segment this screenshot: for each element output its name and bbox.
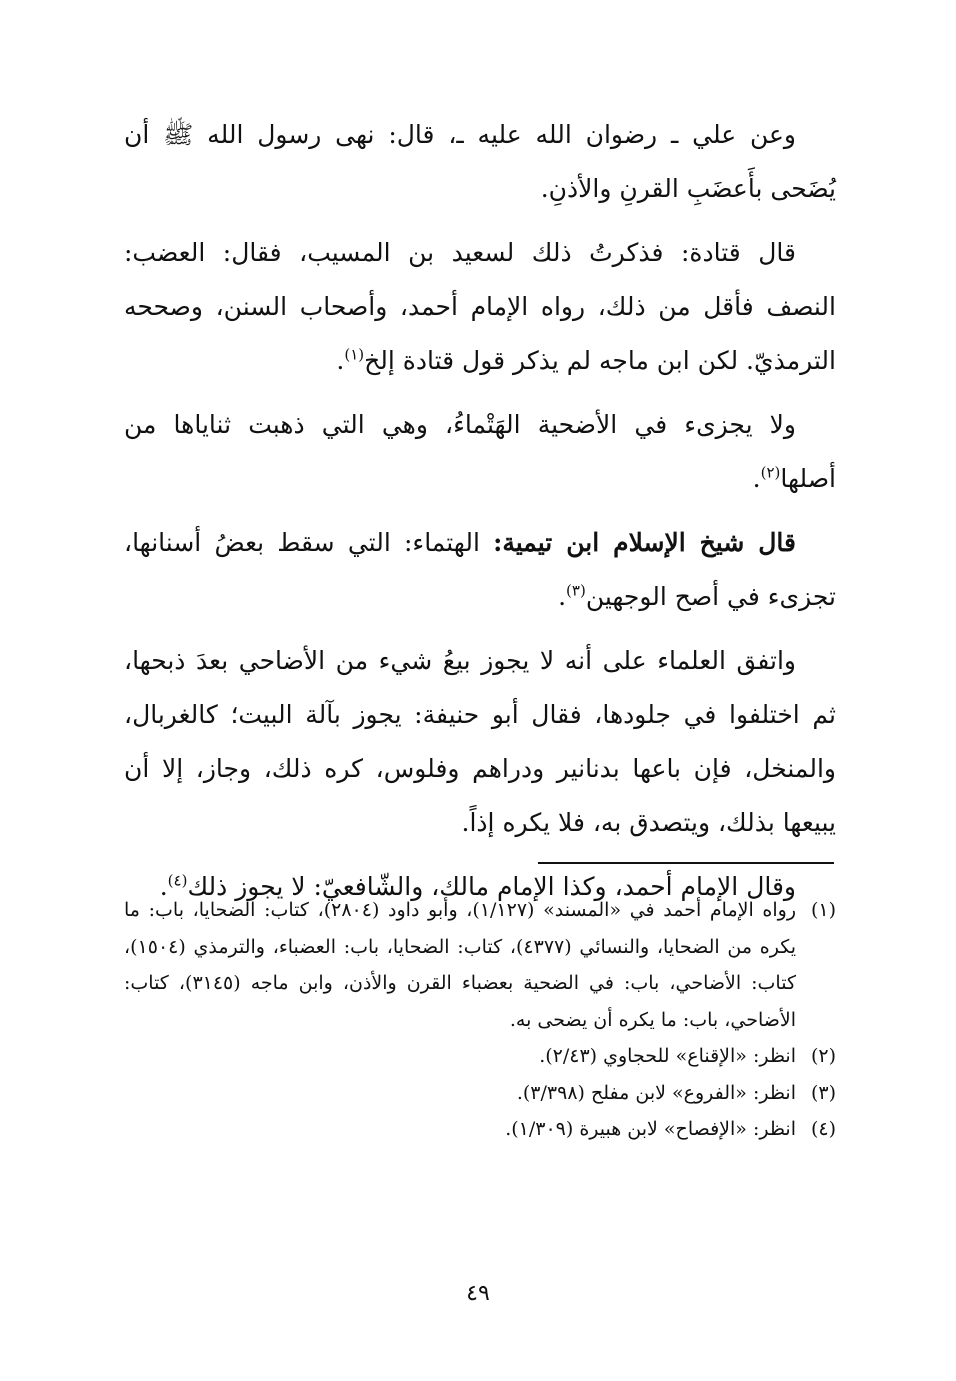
quoted-scholar: قال شيخ الإسلام ابن تيمية: bbox=[493, 528, 797, 557]
footnote-divider bbox=[538, 862, 834, 864]
footnote bbox=[124, 1111, 836, 1148]
footnote-text: انظر: «الإفصاح» لابن هبيرة (١/٣٠٩). bbox=[505, 1118, 796, 1140]
footnote-text: رواه الإمام أحمد في «المسند» (١/١٢٧)، وأبو داود (٢٨٠٤)، كتاب: الضحايا، باب: ما يكره من الضحايا، والنسائي (٤٣٧٧)، كتاب: الضحايا، باب: العضباء، والترمذي (١٥٠٤)، كتاب: الأضاحي، باب: في الضحية بعضباء القرن والأذن، وابن ماجه (٣١٤٥)، كتاب: الأضاحي، باب: ما يكره أن يضحى به. bbox=[124, 899, 796, 1031]
paragraph-text: وعن علي ـ رضوان الله عليه ـ، قال: نهى رسول الله ﷺ أن يُضَحى بأَعضَبِ القرنِ والأذنِ. bbox=[124, 120, 836, 203]
footnote-number: (٣) bbox=[810, 1081, 836, 1104]
footnote-text: انظر: «الفروع» لابن مفلح (٣/٣٩٨). bbox=[516, 1081, 796, 1104]
paragraph bbox=[124, 226, 836, 388]
paragraph bbox=[124, 516, 836, 624]
paragraph-text: واتفق العلماء على أنه لا يجوز بيعُ شيء من الأضاحي بعدَ ذبحها، ثم اختلفوا في جلودها، فقال أبو حنيفة: يجوز بآلة البيت؛ كالغربال، والمنخل، فإن باعها بدنانير ودراهم وفلوس، كره ذلك، وجاز، إلا أن يبيعها بذلك، ويتصدق به، فلا يكره إذاً. bbox=[124, 646, 836, 837]
footnote bbox=[124, 1038, 836, 1075]
footnote-text: انظر: «الإقناع» للحجاوي (٢/٤٣). bbox=[539, 1045, 796, 1067]
footnote bbox=[124, 892, 836, 1038]
paragraph-end: . bbox=[752, 464, 761, 493]
paragraph-text: وقال الإمام أحمد، وكذا الإمام مالك، والشّافعيّ: لا يجوز ذلك bbox=[187, 872, 796, 901]
paragraph bbox=[124, 634, 836, 850]
footnote-ref[interactable]: (٤) bbox=[167, 871, 188, 890]
footnote-number: (٤) bbox=[810, 1118, 836, 1140]
paragraph-text: قال قتادة: فذكرتُ ذلك لسعيد بن المسيب، فقال: العضب: النصف فأقل من ذلك، رواه الإمام أحمد، وأصحاب السنن، وصححه الترمذيّ. لكن ابن ماجه لم يذكر قول قتادة إلخ bbox=[124, 238, 836, 375]
footnote-ref[interactable]: (٣) bbox=[566, 581, 586, 600]
paragraph-end: . bbox=[336, 346, 345, 375]
main-text bbox=[124, 108, 836, 924]
footnote-number: (١) bbox=[810, 899, 836, 921]
footnote-number: (٢) bbox=[810, 1045, 836, 1067]
footnote-ref[interactable]: (١) bbox=[344, 345, 365, 364]
footnote bbox=[124, 1075, 836, 1112]
paragraph-text: الهتماء: التي سقط بعضُ أسنانها، تجزىء في أصح الوجهين bbox=[124, 528, 836, 611]
paragraph-text: ولا يجزىء في الأضحية الهَتْماءُ، وهي التي ذهبت ثناياها من أصلها bbox=[124, 410, 836, 493]
footnotes bbox=[124, 892, 836, 1148]
paragraph bbox=[124, 398, 836, 506]
paragraph-end: . bbox=[558, 582, 567, 611]
paragraph-end: . bbox=[159, 872, 168, 901]
paragraph bbox=[124, 108, 836, 216]
footnote-ref[interactable]: (٢) bbox=[760, 463, 781, 482]
page-number: ٤٩ bbox=[466, 1281, 490, 1306]
